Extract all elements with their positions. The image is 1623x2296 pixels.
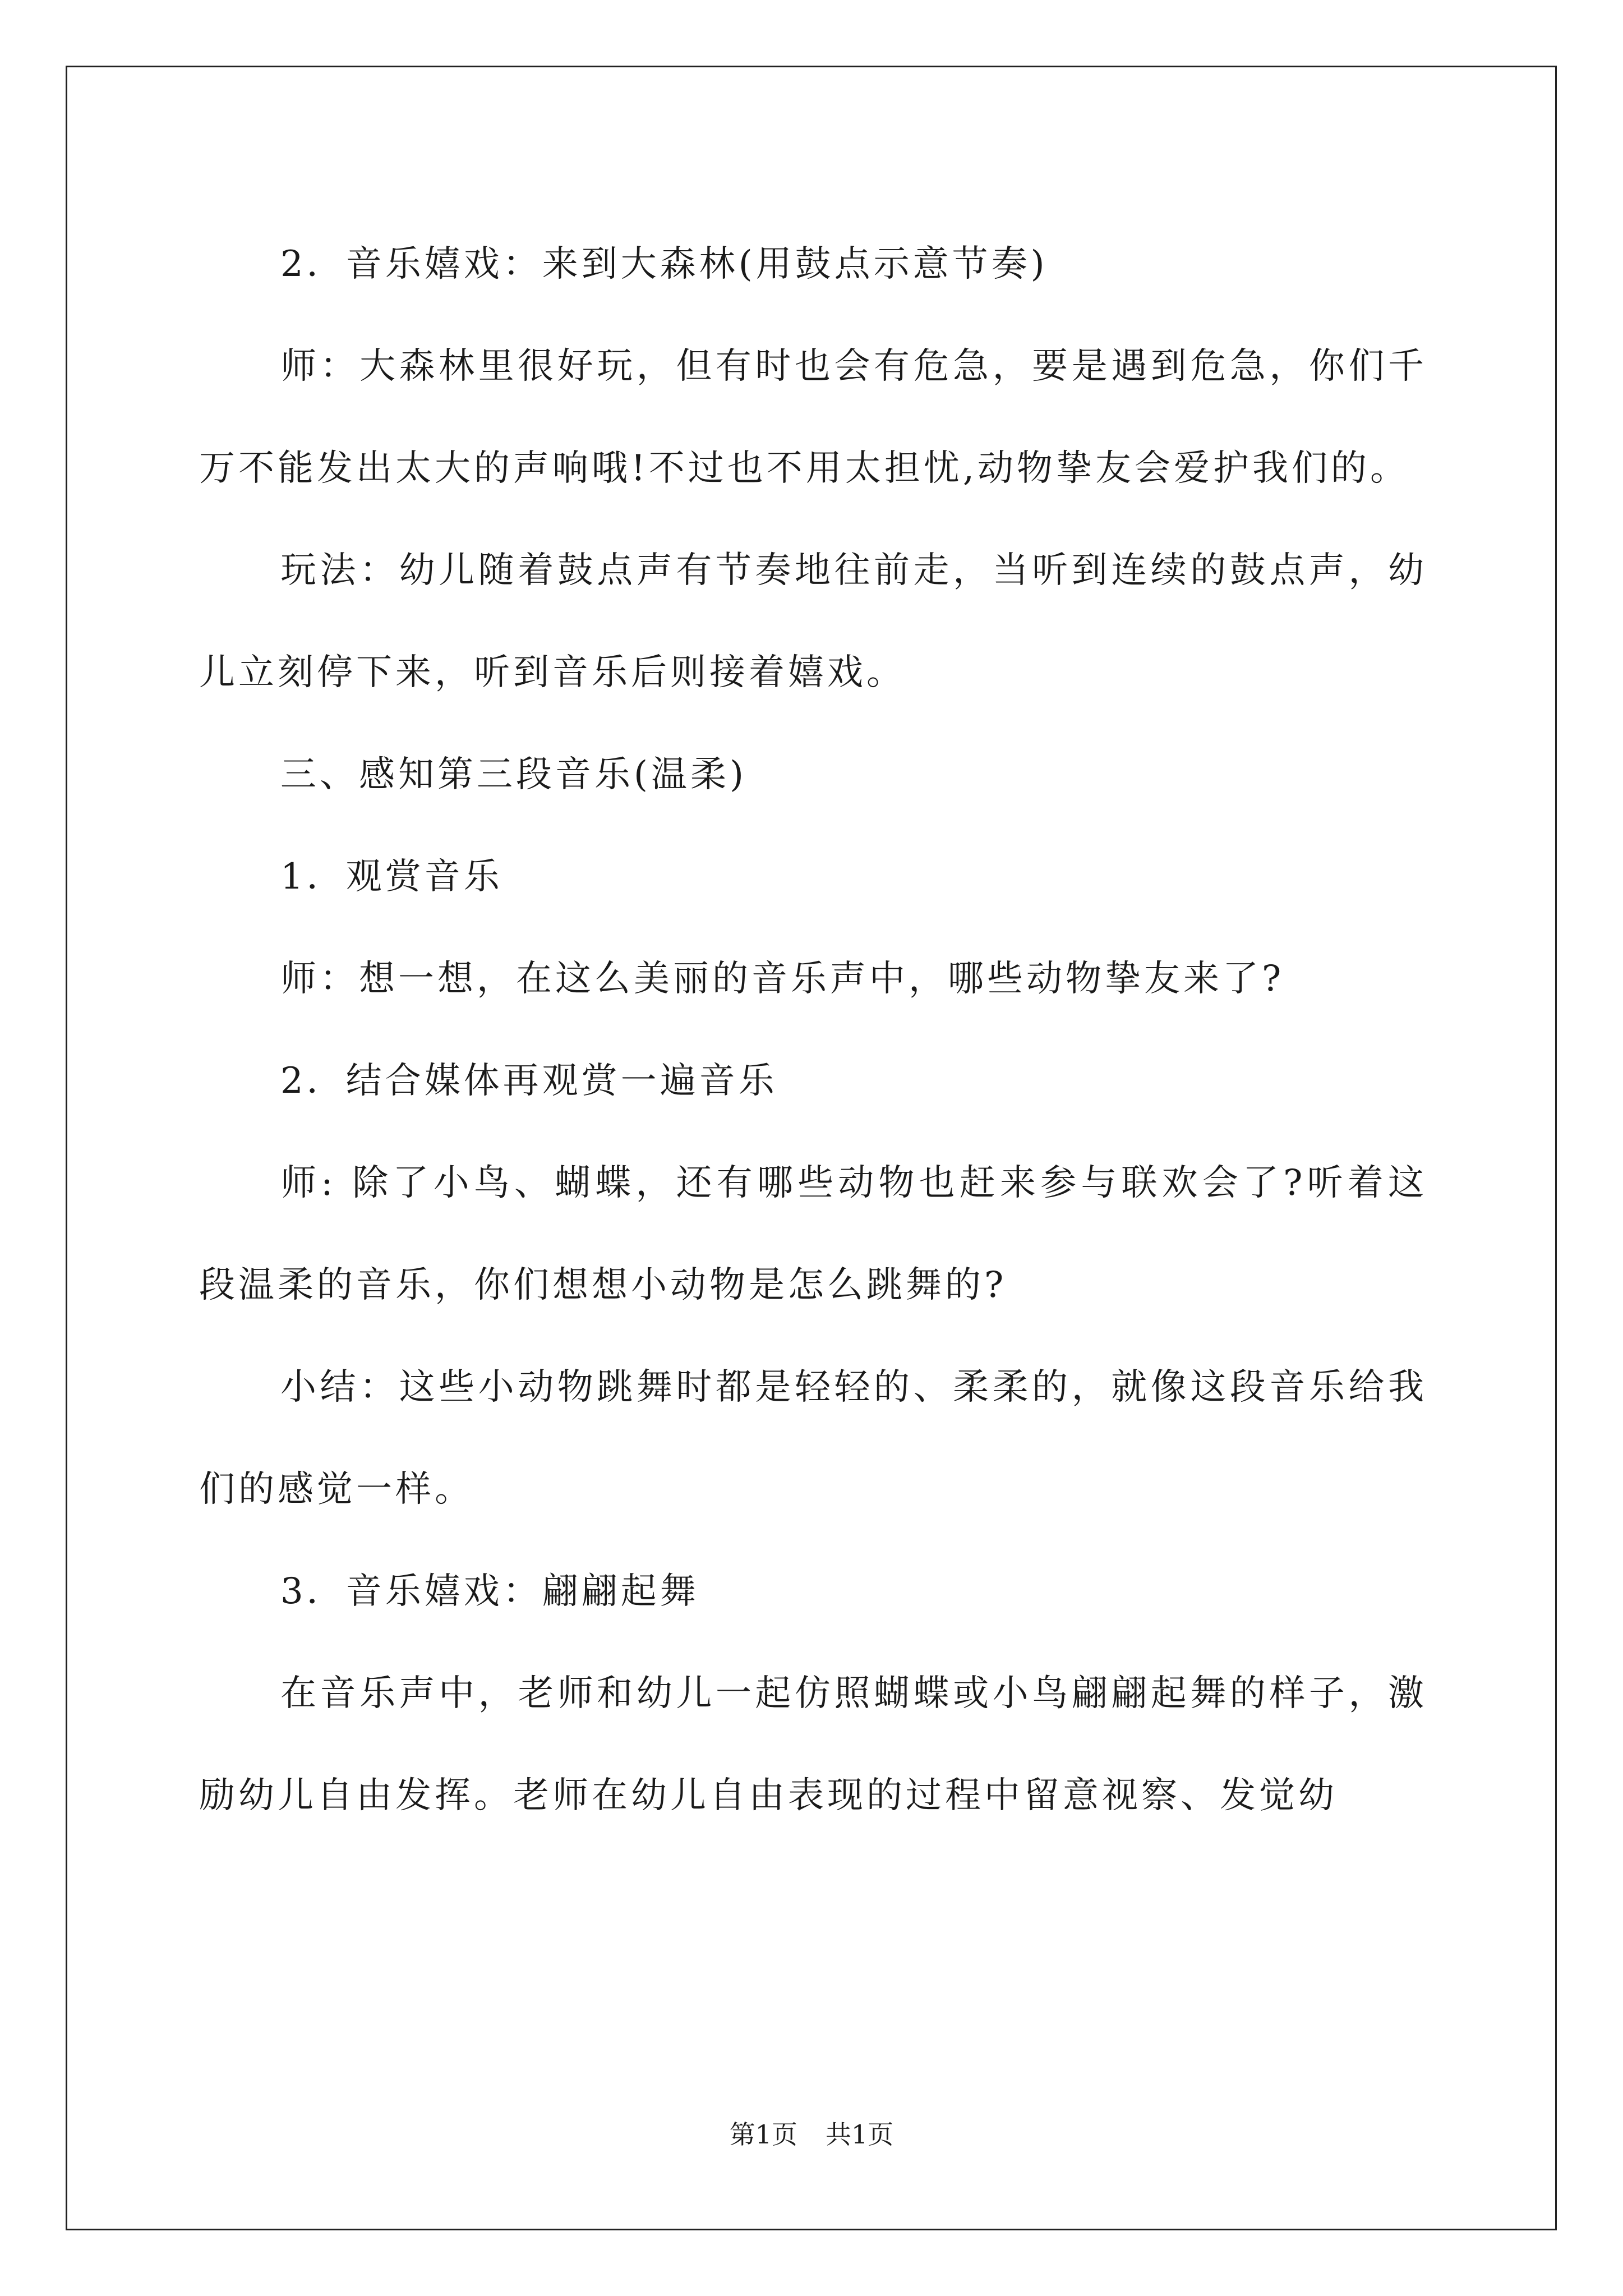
page-number-current: 第1页	[729, 2119, 797, 2150]
paragraph-summary: 小结：这些小动物跳舞时都是轻轻的、柔柔的，就像这段音乐给我们的感觉一样。	[199, 1366, 1427, 1510]
paragraph-teacher-forest: 师：大森林里很好玩，但有时也会有危急，要是遇到危急，你们千万不能发出太大的声响哦!不过也不用太担忧,动物挚友会爱护我们的。	[199, 346, 1427, 489]
page-footer	[0, 2118, 1623, 2151]
section-heading-third-music: 三、感知第三段音乐(温柔)	[280, 754, 747, 795]
page-number-total: 共1页	[826, 2119, 894, 2150]
paragraph-appreciate-music: 1．观赏音乐	[280, 856, 503, 898]
document-body	[199, 213, 1427, 1847]
paragraph-media-music: 2．结合媒体再观赏一遍音乐	[280, 1060, 778, 1102]
paragraph-game-dance: 3．音乐嬉戏：翩翩起舞	[280, 1571, 699, 1612]
paragraph-dance-description: 在音乐声中，老师和幼儿一起仿照蝴蝶或小鸟翩翩起舞的样子，激励幼儿自由发挥。老师在幼儿自由表现的过程中留意视察、发觉幼	[199, 1673, 1427, 1816]
paragraph-game-forest: 2．音乐嬉戏：来到大森林(用鼓点示意节奏)	[280, 243, 1048, 285]
paragraph-teacher-animals: 师: 除了小鸟、蝴蝶，还有哪些动物也赶来参与联欢会了?听着这段温柔的音乐，你们想想小动物是怎么跳舞的?	[199, 1162, 1427, 1306]
paragraph-play-method: 玩法：幼儿随着鼓点声有节奏地往前走，当听到连续的鼓点声，幼儿立刻停下来，听到音乐后则接着嬉戏。	[199, 550, 1427, 693]
paragraph-teacher-think: 师：想一想，在这么美丽的音乐声中，哪些动物挚友来了?	[280, 958, 1285, 1000]
